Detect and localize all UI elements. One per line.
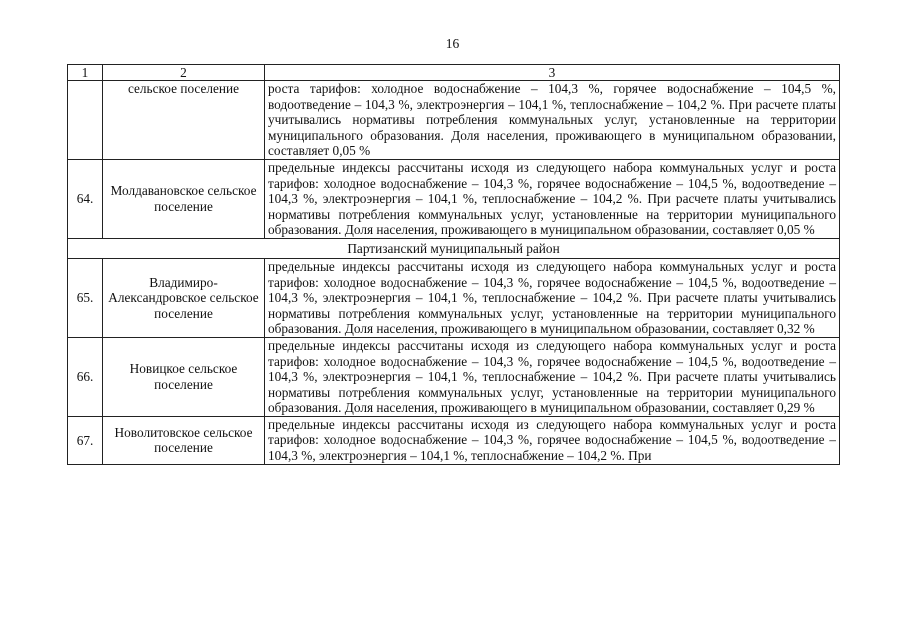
row-description: предельные индексы рассчитаны исходя из следующего набора коммунальных услуг и роста тарифов: холодное водоснабжение – 104,3 %, горячее водоснабжение – 104,5 %, водоотведение – 104,3 %, электроэнергия – 104,1 %, теплоснабжение – 104,2 %. При расчете платы учитывались нормативы потребления коммунальных услуг, установленные на территории муниципального образования. Доля населения, проживающего в муниципальном образовании, составляет 0,05 % <box>265 159 840 238</box>
row-description: предельные индексы рассчитаны исходя из следующего набора коммунальных услуг и роста тарифов: холодное водоснабжение – 104,3 %, горячее водоснабжение – 104,5 %, водоотведение – 104,3 %, электроэнергия – 104,1 %, теплоснабжение – 104,2 %. При <box>268 416 836 464</box>
header-col-3: 3 <box>265 65 840 81</box>
section-title: Партизанский муниципальный район <box>68 238 840 258</box>
header-col-1: 1 <box>68 65 103 81</box>
row-number: 67. <box>68 416 103 464</box>
settlement-name: Молдавановское сельское поселение <box>103 159 265 238</box>
row-description-cell <box>265 416 840 464</box>
settlement-name: сельское поселение <box>103 81 265 160</box>
row-number: 64. <box>68 159 103 238</box>
settlement-name: Новицкое сельское поселение <box>103 337 265 416</box>
row-description: роста тарифов: холодное водоснабжение – 104,3 %, горячее водоснабжение – 104,5 %, водоотведение – 104,3 %, электроэнергия – 104,1 %, теплоснабжение – 104,2 %. При расчете платы учитывались нормативы потребления коммунальных услуг, установленные на территории муниципального образования. Доля населения, проживающего в муниципальном образовании, составляет 0,05 % <box>265 81 840 160</box>
row-number <box>68 81 103 160</box>
header-col-2: 2 <box>103 65 265 81</box>
row-number: 66. <box>68 337 103 416</box>
settlement-name: Владимиро-Александровское сельское поселение <box>103 258 265 337</box>
tariff-table <box>67 64 840 465</box>
row-description: предельные индексы рассчитаны исходя из следующего набора коммунальных услуг и роста тарифов: холодное водоснабжение – 104,3 %, горячее водоснабжение – 104,5 %, водоотведение – 104,3 %, электроэнергия – 104,1 %, теплоснабжение – 104,2 %. При расчете платы учитывались нормативы потребления коммунальных услуг, установленные на территории муниципального образования. Доля населения, проживающего в муниципальном образовании, составляет 0,32 % <box>265 258 840 337</box>
table-row <box>68 337 840 416</box>
table-row <box>68 416 840 464</box>
settlement-name: Новолитовское сельское поселение <box>103 416 265 464</box>
row-number: 65. <box>68 258 103 337</box>
table-row <box>68 81 840 160</box>
table-row <box>68 258 840 337</box>
section-row <box>68 238 840 258</box>
table-row <box>68 159 840 238</box>
row-description: предельные индексы рассчитаны исходя из следующего набора коммунальных услуг и роста тарифов: холодное водоснабжение – 104,3 %, горячее водоснабжение – 104,5 %, водоотведение – 104,3 %, электроэнергия – 104,1 %, теплоснабжение – 104,2 %. При расчете платы учитывались нормативы потребления коммунальных услуг, установленные на территории муниципального образования. Доля населения, проживающего в муниципальном образовании, составляет 0,29 % <box>265 337 840 416</box>
page-number: 16 <box>445 36 460 51</box>
table-header-row <box>68 65 840 81</box>
